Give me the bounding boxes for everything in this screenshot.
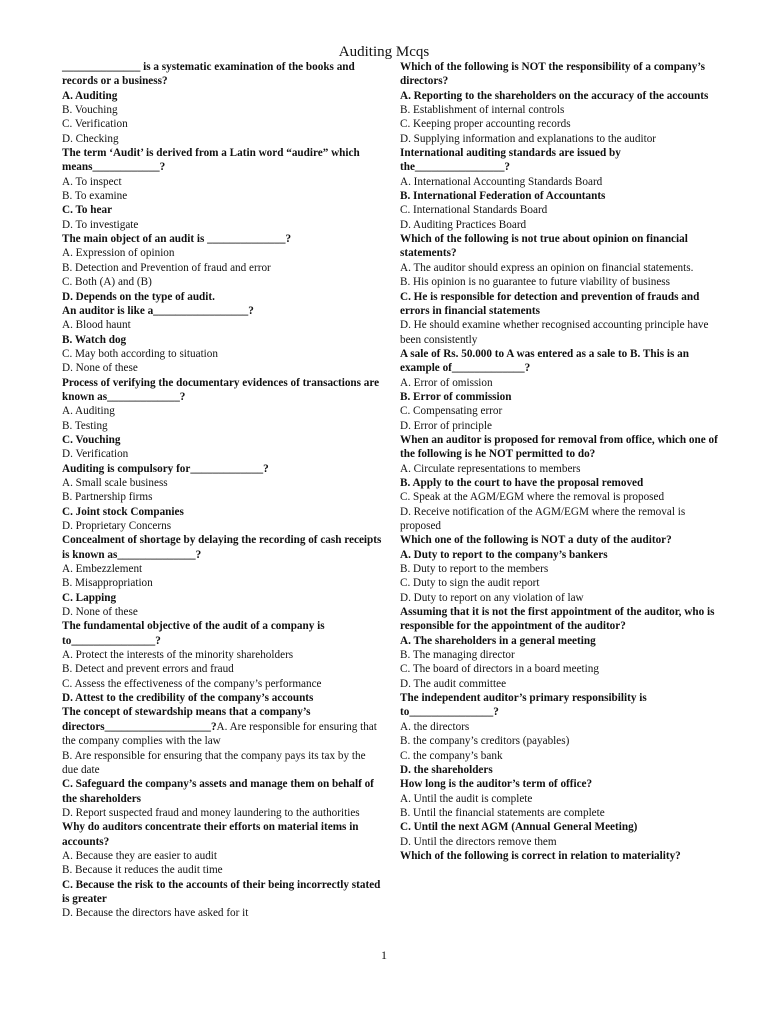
option-text: B. Detection and Prevention of fraud and error (62, 261, 271, 274)
page-title: Auditing Mcqs (338, 44, 430, 60)
option-text: C. Speak at the AGM/EGM where the removal is proposed (400, 491, 665, 504)
option-text: D. Auditing Practices Board (400, 218, 527, 231)
question-stem: Which of the following is NOT the responsibility of a company’s directors? (400, 61, 705, 88)
option-text: C. Duty to sign the audit report (400, 577, 540, 590)
option-text: A. Auditing (62, 405, 115, 418)
option-text: A. International Accounting Standards Board (400, 175, 603, 188)
question-stem: The fundamental objective of the audit of a company is to_______________? (62, 620, 325, 647)
option-text: D. Duty to report on any violation of law (400, 591, 584, 604)
option-text: C. Compensating error (400, 405, 503, 418)
right-column (400, 60, 722, 863)
question-stem: A sale of Rs. 50.000 to A was entered as a sale to B. This is an example of_____________? (400, 347, 689, 375)
option-text: B. Detect and prevent errors and fraud (62, 663, 234, 676)
correct-answer: C. Safeguard the company’s assets and manage them on behalf of the shareholders (62, 778, 374, 805)
correct-answer: D. Attest to the credibility of the company’s accounts (62, 692, 314, 705)
correct-answer: A. The shareholders in a general meeting (400, 634, 596, 647)
option-text: D. He should examine whether recognised accounting principle have been consistently (400, 319, 709, 346)
correct-answer: B. Watch dog (62, 333, 127, 346)
option-text: D. Error of principle (400, 419, 492, 432)
question-stem: Process of verifying the documentary evidences of transactions are known as_____________? (62, 376, 380, 403)
question-stem: Which of the following is correct in relation to materiality? (400, 849, 681, 862)
question-text (62, 304, 382, 318)
option-text: B. the company’s creditors (payables) (400, 735, 570, 748)
option-text: B. The managing director (400, 649, 515, 662)
question-text (400, 777, 722, 791)
option-text: D. Because the directors have asked for it (62, 907, 249, 920)
correct-answer: C. Lapping (62, 591, 117, 604)
question-text (400, 605, 722, 634)
option-text: D. Supplying information and explanations to the auditor (400, 132, 657, 145)
question-text (400, 146, 722, 175)
option-text: C. The board of directors in a board meeting (400, 663, 599, 676)
option-text: C. May both according to situation (62, 347, 218, 360)
question-text (62, 146, 382, 175)
option-text: B. Until the financial statements are complete (400, 806, 605, 819)
question-text (62, 376, 382, 405)
option-text: A. Blood haunt (62, 319, 131, 332)
question-stem: ______________ is a systematic examination of the books and records or a business? (62, 61, 355, 88)
page-number: 1 (381, 948, 387, 962)
question-text (400, 60, 722, 89)
question-text (400, 533, 722, 547)
question-text (400, 849, 722, 863)
option-text: D. Report suspected fraud and money laundering to the authorities (62, 806, 360, 819)
correct-answer: D. Depends on the type of audit. (62, 290, 215, 303)
correct-answer: A. Reporting to the shareholders on the accuracy of the accounts (400, 89, 709, 102)
question-text (62, 820, 382, 849)
question-stem: The main object of an audit is ______________? (62, 233, 292, 246)
correct-answer: B. Error of commission (400, 390, 512, 403)
correct-answer: C. Vouching (62, 433, 121, 446)
question-text (62, 619, 382, 648)
question-stem: Assuming that it is not the first appointment of the auditor, who is responsible for the appointment of the auditor? (400, 606, 715, 633)
option-text: D. Proprietary Concerns (62, 520, 172, 532)
option-text: B. Establishment of internal controls (400, 104, 565, 117)
option-text: B. His opinion is no guarantee to future viability of business (400, 276, 671, 289)
option-text: C. the company’s bank (400, 749, 503, 762)
option-text: A. To inspect (62, 175, 122, 188)
correct-answer: C. Until the next AGM (Annual General Meeting) (400, 821, 638, 834)
correct-answer: C. He is responsible for detection and prevention of frauds and errors in financial statements (400, 290, 700, 317)
question-text (62, 232, 382, 246)
question-stem: Why do auditors concentrate their efforts on material items in accounts? (62, 821, 359, 848)
option-text: C. International Standards Board (400, 204, 548, 217)
option-text: A. Error of omission (400, 376, 493, 389)
question-stem: The concept of stewardship means that a company’s directors___________________? (62, 706, 311, 733)
question-text (400, 433, 722, 462)
correct-answer: C. To hear (62, 204, 113, 217)
option-text: C. Assess the effectiveness of the company’s performance (62, 677, 322, 690)
question-stem: The independent auditor’s primary responsibility is to_______________? (400, 692, 647, 719)
question-stem: When an auditor is proposed for removal from office, which one of the following is he NOT permitted to do? (400, 433, 718, 461)
question-stem: Auditing is compulsory for_____________? (62, 462, 269, 475)
question-text (400, 232, 722, 261)
question-stem: An auditor is like a_________________? (62, 304, 254, 317)
option-text: A. Protect the interests of the minority shareholders (62, 649, 294, 662)
option-text: C. Verification (62, 118, 128, 131)
option-text: B. Misappropriation (62, 577, 153, 590)
option-text: B. Partnership firms (62, 491, 153, 504)
option-text: B. Vouching (62, 104, 118, 117)
option-text: D. The audit committee (400, 677, 507, 690)
correct-answer: D. the shareholders (400, 763, 493, 776)
option-text: D. Receive notification of the AGM/EGM where the removal is proposed (400, 505, 686, 532)
question-stem: Which of the following is not true about opinion on financial statements? (400, 233, 688, 260)
question-text (400, 347, 722, 376)
question-text (62, 533, 382, 562)
option-text: B. Duty to report to the members (400, 563, 549, 576)
option-text: B. Are responsible for ensuring that the company pays its tax by the due date (62, 749, 366, 776)
correct-answer: A. Duty to report to the company’s bankers (400, 548, 608, 561)
option-text: B. To examine (62, 190, 128, 203)
question-text (62, 705, 382, 748)
option-text: B. Testing (62, 419, 108, 432)
option-text: A. the directors (400, 720, 470, 733)
correct-answer: A. Auditing (62, 89, 118, 102)
option-text: C. Both (A) and (B) (62, 276, 152, 289)
option-text: D. Checking (62, 132, 119, 145)
option-text: A. Because they are easier to audit (62, 849, 218, 862)
question-stem: International auditing standards are issued by the________________? (400, 147, 621, 174)
option-text: A. Expression of opinion (62, 247, 175, 260)
correct-answer: C. Because the risk to the accounts of their being incorrectly stated is greater (62, 878, 381, 905)
option-text: A. The auditor should express an opinion on financial statements. (400, 261, 694, 274)
option-text: A. Small scale business (62, 476, 168, 489)
option-text: D. None of these (62, 606, 138, 619)
correct-answer: C. Joint stock Companies (62, 505, 184, 518)
left-column (62, 60, 382, 921)
question-stem: Concealment of shortage by delaying the recording of cash receipts is known as______________? (62, 534, 382, 561)
question-text (400, 691, 722, 720)
option-text: D. None of these (62, 362, 138, 375)
question-text (62, 60, 382, 89)
correct-answer: B. Apply to the court to have the proposal removed (400, 476, 644, 489)
question-text (62, 462, 382, 476)
correct-answer: B. International Federation of Accountants (400, 190, 606, 203)
option-text: D. Until the directors remove them (400, 835, 557, 848)
option-text: B. Because it reduces the audit time (62, 864, 223, 877)
question-stem: The term ‘Audit’ is derived from a Latin word “audire” which means____________? (62, 147, 360, 174)
question-stem: How long is the auditor’s term of office? (400, 778, 593, 791)
option-text: D. Verification (62, 448, 129, 461)
option-text: A. Until the audit is complete (400, 792, 533, 805)
question-stem: Which one of the following is NOT a duty of the auditor? (400, 534, 672, 547)
option-text: A. Are responsible for ensuring that the company complies with the law (62, 720, 377, 748)
option-text: A. Embezzlement (62, 563, 143, 576)
option-text: D. To investigate (62, 218, 139, 231)
option-text: C. Keeping proper accounting records (400, 118, 571, 131)
option-text: A. Circulate representations to members (400, 462, 581, 475)
